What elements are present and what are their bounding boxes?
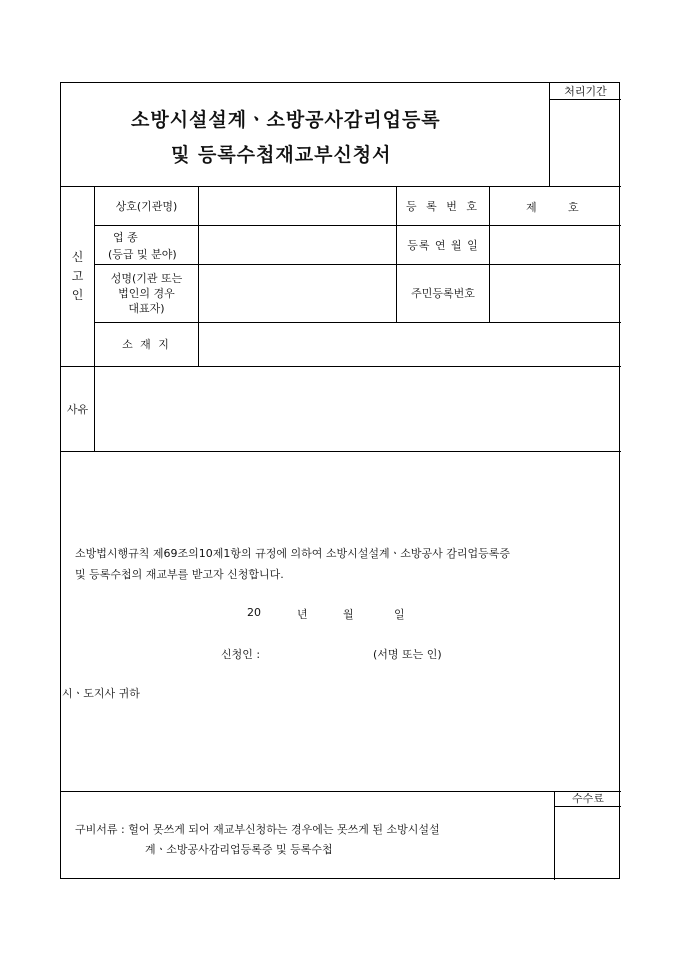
business-type-label [95, 226, 198, 264]
reg-date-label: 등록 연 월 일 [407, 238, 479, 252]
date-month-label: 월 [343, 608, 354, 621]
trade-name-field[interactable] [199, 187, 396, 225]
address-label: 소 재 지 [122, 338, 171, 351]
form-title-line1: 소방시설설계ㆍ소방공사감리업등록 [131, 109, 441, 131]
reg-number-suffix: 호 [568, 201, 579, 214]
divider [61, 791, 621, 792]
business-type-label-bottom: (등급 및 분야) [108, 248, 177, 261]
business-type-label-top: 업 종 [113, 231, 138, 244]
resident-number-field[interactable] [490, 265, 621, 322]
representative-label: 성명(기관 또는 법인의 경우 대표자) [110, 272, 183, 315]
reg-number-field[interactable] [490, 187, 621, 225]
reg-date-field[interactable] [490, 226, 621, 264]
fee-value[interactable] [555, 807, 620, 879]
reg-number-prefix: 제 [526, 201, 537, 214]
representative-field[interactable] [199, 265, 396, 322]
applicant-signature-field[interactable] [273, 641, 369, 663]
reason-label: 사유 [66, 402, 89, 416]
date-day-label: 일 [394, 608, 405, 621]
processing-period-value[interactable] [550, 100, 620, 186]
processing-period-label: 처리기간 [564, 84, 607, 98]
resident-number-label: 주민등록번호 [411, 287, 475, 300]
date-year-prefix: 20 [247, 606, 261, 619]
application-form [60, 82, 620, 879]
date-year-label: 년 [297, 608, 308, 621]
documents-line1: 구비서류 : 헐어 못쓰게 되어 재교부신청하는 경우에는 못쓰게 된 소방시설설 [75, 823, 440, 836]
trade-name-label: 상호(기관명) [115, 199, 178, 213]
signature-note: (서명 또는 인) [373, 648, 442, 661]
addressee: 시ㆍ도지사 귀하 [62, 687, 140, 700]
reason-field[interactable] [95, 367, 621, 451]
applicant-signature-label: 신청인 : [221, 648, 261, 661]
statement-line1: 소방법시행규칙 제69조의10제1항의 규정에 의하여 소방시설설계ㆍ소방공사 감리업등록증 [75, 547, 511, 560]
documents-line2: 계ㆍ소방공사감리업등록증 및 등록수첩 [145, 843, 333, 856]
applicant-section-label: 신 고 인 [71, 249, 84, 302]
business-type-field[interactable] [199, 226, 396, 264]
address-field[interactable] [199, 323, 621, 366]
divider [61, 451, 621, 452]
fee-label: 수수료 [572, 792, 604, 805]
reg-number-label: 등 록 번 호 [406, 199, 480, 213]
statement-line2: 및 등록수첩의 재교부를 받고자 신청합니다. [75, 568, 284, 581]
form-title-line2: 및 등록수첩재교부신청서 [171, 144, 392, 166]
